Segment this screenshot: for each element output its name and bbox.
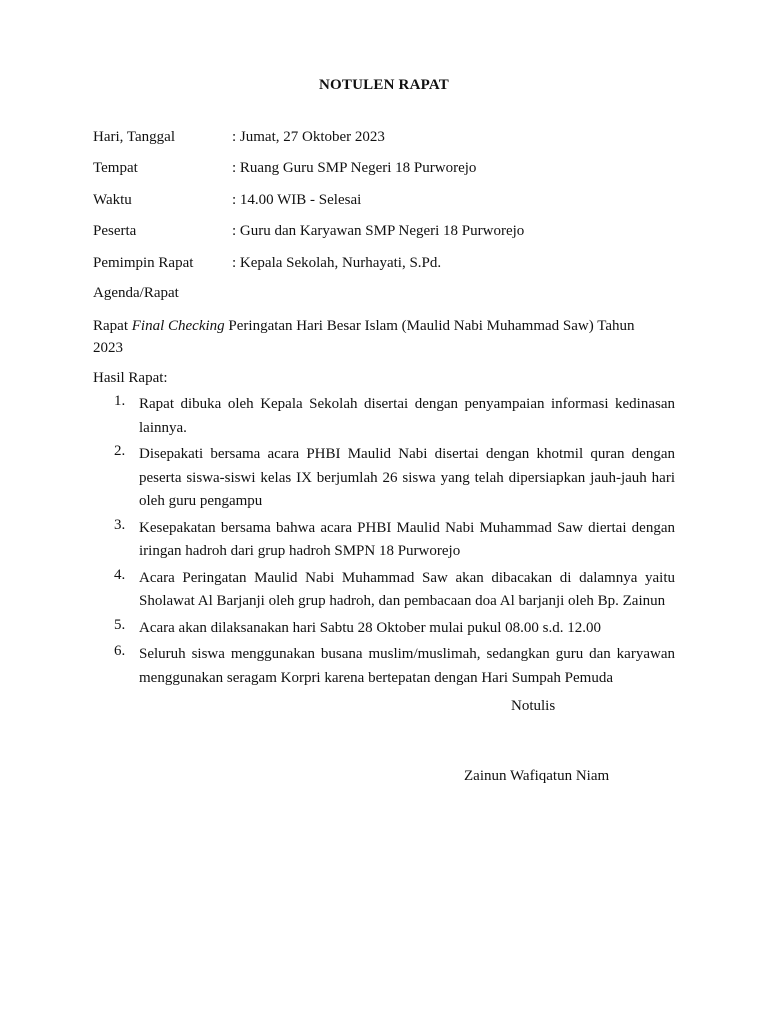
list-item-number: 2. (114, 443, 126, 459)
list-item (93, 567, 675, 614)
agenda-italic: Final Checking (131, 318, 225, 334)
list-item (93, 517, 675, 564)
list-item-text: Acara Peringatan Maulid Nabi Muhammad Saw akan dibacakan di dalamnya yaitu Sholawat Al Barjanji oleh grup hadroh, dan pembacaan doa Al barjanji oleh Bp. Zainun (139, 569, 675, 609)
list-item-number: 3. (114, 516, 126, 533)
agenda-suffix: Peringatan Hari Besar Islam (Maulid Nabi Muhammad Saw) Tahun 2023 (93, 318, 635, 356)
list-item-text: Rapat dibuka oleh Kepala Sekolah disertai dengan penyampaian informasi kedinasan lainnya. (139, 396, 675, 436)
document-title: NOTULEN RAPAT (319, 77, 449, 93)
list-item (93, 617, 675, 641)
meta-label-tempat: Tempat (93, 160, 138, 176)
list-item-text: Kesepakatan bersama bahwa acara PHBI Maulid Nabi Muhammad Saw diertai dengan iringan hadroh dari grup hadroh SMPN 18 Purworejo (139, 519, 675, 559)
agenda-prefix: Rapat (93, 318, 132, 334)
meta-value-pemimpin-rapat: : Kepala Sekolah, Nurhayati, S.Pd. (232, 255, 442, 271)
list-item-text: Disepakati bersama acara PHBI Maulid Nabi disertai dengan khotmil quran dengan peserta siswa-siswi kelas IX berjumlah 26 siswa yang telah dipersiapkan jauh-jauh hari oleh guru pengampu (139, 446, 675, 509)
meta-value-peserta: : Guru dan Karyawan SMP Negeri 18 Purworejo (232, 223, 525, 239)
signature-name: Zainun Wafiqatun Niam (464, 768, 610, 784)
meta-label-pemimpin-rapat: Pemimpin Rapat (93, 255, 194, 271)
list-item (93, 393, 675, 440)
meta-label-peserta: Peserta (93, 223, 137, 239)
list-item-number: 1. (114, 393, 126, 409)
meta-value-tempat: : Ruang Guru SMP Negeri 18 Purworejo (232, 160, 477, 176)
signature-label: Notulis (511, 698, 556, 714)
agenda-label: Agenda/Rapat (93, 285, 179, 301)
meta-value-waktu: : 14.00 WIB - Selesai (232, 192, 362, 208)
list-item-text: Acara akan dilaksanakan hari Sabtu 28 Oktober mulai pukul 08.00 s.d. 12.00 (139, 619, 601, 636)
list-item (93, 643, 675, 690)
agenda-text (93, 315, 663, 359)
list-item (93, 443, 675, 514)
meta-value-hari-tanggal: : Jumat, 27 Oktober 2023 (232, 129, 385, 145)
list-item-number: 5. (114, 616, 126, 633)
meta-label-waktu: Waktu (93, 192, 132, 208)
hasil-label: Hasil Rapat: (93, 370, 168, 386)
list-item-text: Seluruh siswa menggunakan busana muslim/muslimah, sedangkan guru dan karyawan menggunakan seragam Korpri karena bertepatan dengan Hari Sumpah Pemuda (139, 646, 675, 686)
list-item-number: 4. (114, 566, 126, 583)
meta-label-hari-tanggal: Hari, Tanggal (93, 129, 175, 145)
list-item-number: 6. (114, 643, 126, 659)
results-list (93, 393, 675, 693)
